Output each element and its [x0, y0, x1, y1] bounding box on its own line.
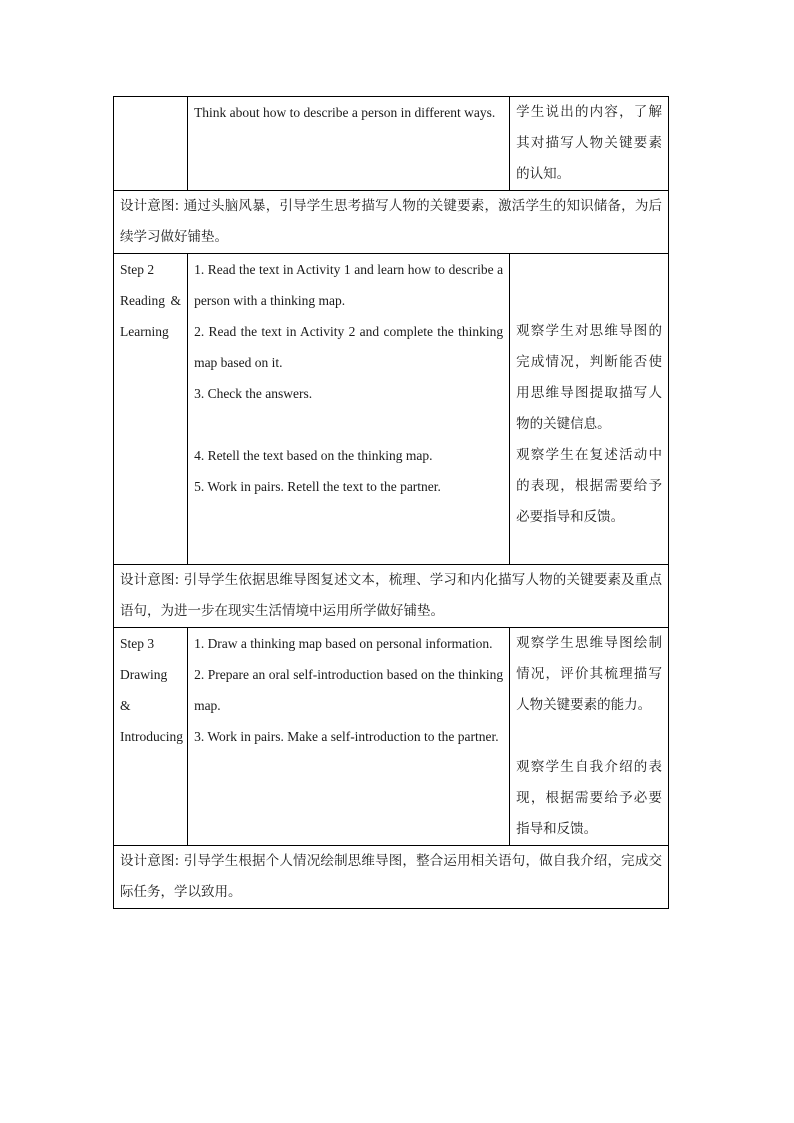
table-row-step1	[114, 97, 669, 191]
activity-cell	[188, 628, 510, 846]
design-intent-text: 设计意图: 引导学生依据思维导图复述文本，梳理、学习和内化描写人物的关键要素及重点语句，为进一步在现实生活情境中运用所学做好铺垫。	[120, 572, 662, 619]
step-label-cell	[114, 628, 188, 846]
activity-item: 1. Read the text in Activity 1 and learn how to describe a person with a thinking map.	[194, 262, 504, 308]
lesson-plan-table	[113, 96, 669, 909]
activity-text: Think about how to describe a person in different ways.	[194, 105, 496, 120]
activity-cell	[188, 254, 510, 565]
spacer	[516, 721, 662, 752]
step-name-line: Reading &	[120, 293, 182, 308]
spacer	[194, 409, 503, 440]
activity-cell	[188, 97, 510, 191]
evaluation-cell	[510, 628, 669, 846]
evaluation-item: 观察学生对思维导图的完成情况，判断能否使用思维导图提取描写人物的关键信息。	[516, 323, 662, 432]
activity-item: 5. Work in pairs. Retell the text to the partner.	[194, 479, 441, 494]
step-name-line: Introducing	[120, 729, 183, 744]
step-label-cell	[114, 254, 188, 565]
step-name-line: Drawing &	[120, 667, 168, 713]
step-name-line: Learning	[120, 324, 169, 339]
evaluation-text: 学生说出的内容，了解其对描写人物关键要素的认知。	[516, 104, 662, 182]
activity-item: 3. Work in pairs. Make a self-introduction to the partner.	[194, 729, 499, 744]
activity-item: 4. Retell the text based on the thinking map.	[194, 448, 433, 463]
step-number: Step 2	[120, 262, 155, 277]
evaluation-item: 观察学生思维导图绘制情况，评价其梳理描写人物关键要素的能力。	[516, 635, 662, 713]
spacer	[516, 285, 662, 316]
table-row-intent3	[114, 846, 669, 909]
spacer	[516, 254, 662, 285]
evaluation-item: 观察学生自我介绍的表现，根据需要给予必要指导和反馈。	[516, 759, 662, 837]
design-intent-cell	[114, 191, 669, 254]
design-intent-text: 设计意图: 引导学生根据个人情况绘制思维导图，整合运用相关语句，做自我介绍，完成交际任务，学以致用。	[120, 853, 662, 900]
design-intent-cell	[114, 565, 669, 628]
design-intent-text: 设计意图: 通过头脑风暴，引导学生思考描写人物的关键要素，激活学生的知识储备，为后续学习做好铺垫。	[120, 198, 662, 245]
evaluation-cell	[510, 254, 669, 565]
activity-item: 2. Prepare an oral self-introduction based on the thinking map.	[194, 667, 504, 713]
evaluation-cell	[510, 97, 669, 191]
design-intent-cell	[114, 846, 669, 909]
activity-item: 2. Read the text in Activity 2 and complete the thinking map based on it.	[194, 324, 504, 370]
table-row-step2	[114, 254, 669, 565]
table-row-step3	[114, 628, 669, 846]
step-cell	[114, 97, 188, 191]
table-row-intent2	[114, 565, 669, 628]
activity-item: 3. Check the answers.	[194, 386, 313, 401]
activity-item: 1. Draw a thinking map based on personal information.	[194, 636, 493, 651]
step-number: Step 3	[120, 636, 155, 651]
evaluation-item: 观察学生在复述活动中的表现，根据需要给予必要指导和反馈。	[516, 447, 662, 525]
table-row-intent1	[114, 191, 669, 254]
